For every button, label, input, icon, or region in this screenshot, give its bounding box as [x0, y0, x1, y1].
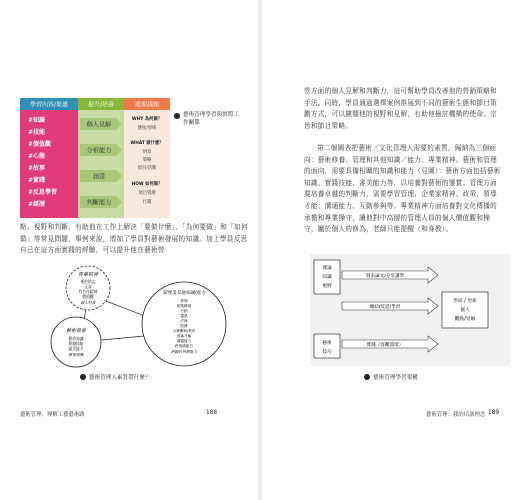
framework-diagram: [310, 254, 510, 366]
box-bottom-line: 藝術: [322, 341, 332, 346]
framework-caption-text: 藝術管理學習架構: [373, 375, 418, 381]
table-header-1: 學習內容/渠道: [29, 101, 69, 109]
table-col1-item: #技能: [28, 129, 46, 136]
right-paragraph-1: [304, 86, 502, 132]
arrow-middle-label: 總結/反思/學習: [369, 305, 401, 310]
table-col1-item: #故事: [28, 165, 46, 172]
learning-table: [20, 98, 170, 218]
venn-right-line: 跨領域能力: [175, 344, 193, 348]
right-page: [260, 0, 520, 500]
venn-top-line: 勇於結志: [80, 279, 96, 284]
box-top-line: 視野: [322, 284, 332, 289]
venn-left-line: 審美能力: [68, 346, 84, 351]
table-col3-item: 策略: [142, 158, 152, 163]
bullet-icon: [364, 374, 370, 380]
table-col1-item: #經歷: [28, 201, 46, 208]
venn-right-line: 創業精神: [176, 304, 192, 308]
table-col3-item: 情景: [142, 150, 152, 155]
table-col2-item: 分析能力: [86, 147, 112, 155]
right-paragraph-2: [304, 143, 502, 236]
arrow-bottom-label: 實踐（客觀環境）: [366, 343, 404, 348]
box-right-line: 觀點/見解: [454, 317, 476, 322]
table-col1-item: #反思學習: [28, 189, 58, 196]
table-col3-item: 項目/活動: [137, 166, 157, 171]
box-right-line: 個人: [460, 308, 470, 313]
venn-right-line: 領袖才能: [176, 334, 192, 338]
table-col3-item: HOW 如何做？: [131, 182, 163, 187]
box-bottom-line: 技巧: [322, 350, 332, 355]
box-right-line: 形成 / 更新: [453, 299, 477, 304]
right-page-number: 189: [488, 410, 500, 416]
left-paragraph: [20, 222, 252, 257]
venn-left-title: 藝術修養: [65, 328, 87, 334]
right-paragraph-2-text: 第二個圖表把藝術／文化管理人需要的素質，歸納為三個面向：藝術修養、管理和其他知識／能力、專業精神。藝術和管理的面向，需要具備相關的知識和能力（見圖）：藝術方面包括藝術知識、實踐技能、審美能力等，以培養對藝術的鑒賞；管理方面要培養卓越的判斷力，需要學習管理、企業家精神、政策、領導才能、溝通能力、互動參與等。專業精神方面培養對文化傳播的承擔和專業操守，讓他對中高層的管理人員的個人價值觀和操守，屬於個人的修為，老師只能提醒（和身教）。: [304, 144, 501, 234]
table-col1-item: #實踐: [28, 177, 46, 184]
learning-table-graphic: [20, 98, 170, 218]
venn-left-line: 實踐技能: [68, 341, 84, 346]
bullet-icon: [174, 113, 180, 119]
venn-right-line: 籌款: [180, 314, 188, 318]
table-col2-item: 判斷能力: [86, 199, 112, 207]
right-paragraph-1-text: 營方面的個人見解和判斷力，這可幫助學員改善他的營銷策略和手法。同時，學員通過選擇案例推展到不同的藝術生態和節目策劃方式，可以擴闊他的視野和見解，有助他檢討機構的使命、宗旨和節目策略。: [304, 87, 498, 130]
table-col3-item: 態度/原則: [137, 126, 157, 131]
bullet-icon: [80, 374, 86, 380]
table-caption-text: 藝術管理學習與實際工作關係: [183, 112, 239, 126]
arrow-top-label: 發表論文/分享講學: [365, 274, 405, 279]
venn-right-line: 財務: [180, 324, 188, 328]
venn-left-line: 藝術知識: [68, 336, 84, 341]
venn-top-title: 專業精神: [77, 272, 99, 278]
left-paragraph-text: 點、視野和判斷，有助他在工作上解決「要做什麼」、「為何要做」和「如何做」等常見問題，舉例來說，增加了學員對藝術發展的知識。加上學員反思自己在這方面實踐的經驗，可以提升他在藝術營: [20, 223, 248, 255]
table-col1-item: #知識: [28, 117, 46, 124]
table-col1-item: #價值觀: [28, 141, 52, 148]
left-footer-title: 藝術管理：理解工藝藝術路: [20, 412, 85, 418]
table-col1-item: #心態: [28, 153, 46, 160]
venn-top-footer: 個人特質: [80, 300, 96, 305]
venn-right-line: 管理: [180, 299, 188, 303]
venn-right-line: 法律: [180, 319, 188, 323]
venn-left-footer: 藝術經驗: [68, 352, 84, 357]
table-header-2: 提升/培養: [87, 101, 115, 109]
table-caption: [174, 112, 244, 127]
venn-right-title: 管理及其他知識/能力: [162, 291, 206, 296]
table-col2-item: 創意: [92, 173, 106, 181]
venn-right-footer: 相關的管理能力: [170, 349, 198, 354]
venn-caption: [80, 373, 151, 381]
venn-caption-text: 藝術管理人素質帶什麼？: [89, 375, 151, 381]
venn-graphic: [28, 262, 228, 370]
table-header-3: 處理議題: [134, 101, 160, 109]
left-page-number: 188: [206, 410, 218, 416]
venn-diagram: [28, 262, 228, 370]
table-col3-item: 項目管理: [138, 191, 156, 196]
table-col2-item: 個人見解: [86, 121, 112, 129]
right-footer-title: 藝術管理：我的培訓理念: [426, 412, 486, 418]
framework-caption: [364, 373, 418, 381]
venn-top-line: 有合作精神: [78, 289, 98, 294]
venn-right-line: 公眾參與/教育: [172, 329, 196, 333]
framework-graphic: [310, 254, 510, 366]
venn-top-line: 價值觀: [82, 294, 94, 299]
venn-right-line: 行銷: [180, 309, 188, 313]
venn-right-line: 溝通能力: [176, 339, 192, 343]
box-top-line: 知識: [322, 275, 332, 280]
venn-top-line: 正直: [84, 284, 92, 289]
box-top-line: 理論: [322, 266, 332, 271]
table-col3-item: WHY 為何做？: [131, 117, 163, 122]
table-col3-item: 行銷: [142, 200, 152, 205]
table-col3-item: WHAT 做什麼？: [130, 141, 164, 146]
